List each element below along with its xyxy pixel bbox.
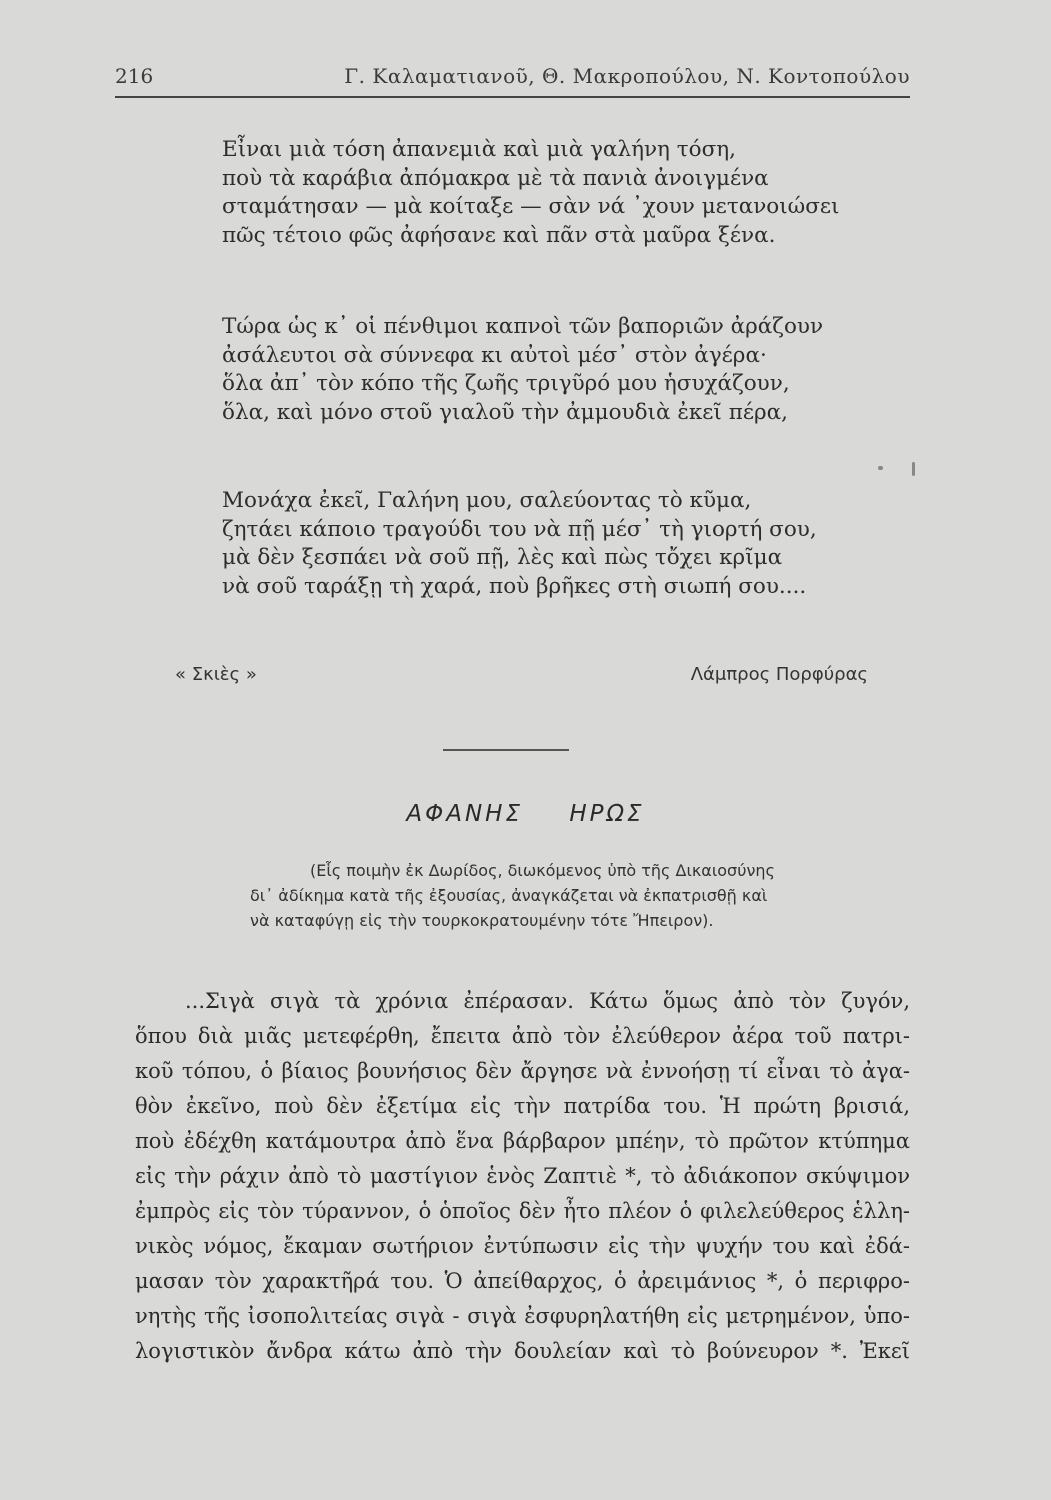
poem-line: σταμάτησαν — μὰ κοίταξε — σὰν νά ᾽χουν μετανοιώσει [222, 194, 840, 219]
section-separator [443, 749, 569, 751]
page-header [115, 64, 910, 94]
body-line: λογιστικὸν ἄνδρα κάτω ἀπὸ τὴν δουλείαν καὶ τὸ βούνευρον *. Ἐκεῖ [135, 1339, 910, 1363]
poem-stanza-1 [222, 136, 862, 250]
body-line: εἰς τὴν ράχιν ἀπὸ τὸ μαστίγιον ἑνὸς Ζαπτιὲ *, τὸ ἀδιάκοπον σκύψιμον [135, 1164, 910, 1188]
article-title [0, 801, 1051, 827]
poem-line: Τώρα ὡς κ᾽ οἱ πένθιμοι καπνοὶ τῶν βαποριῶν ἀράζουν [222, 314, 824, 339]
poem-stanza-2 [222, 313, 862, 427]
body-line: θὸν ἐκεῖνο, ποὺ δὲν ἐξετίμα εἰς τὴν πατρίδα του. Ἡ πρώτη βρισιά, [135, 1094, 910, 1118]
poem-line: ὅλα, καὶ μόνο στοῦ γιαλοῦ τὴν ἀμμουδιὰ ἐκεῖ πέρα, [222, 399, 788, 425]
poem-author: Λάμπρος Πορφύρας [690, 664, 868, 685]
body-line: ...Σιγὰ σιγὰ τὰ χρόνια ἐπέρασαν. Κάτω ὅμως ἀπὸ τὸν ζυγόν, [185, 989, 910, 1013]
header-rule [115, 96, 910, 98]
body-line: ἐμπρὸς εἰς τὸν τύραννον, ὁ ὁποῖος δὲν ἦτο πλέον ὁ φιλελεύθερος ἑλλη- [135, 1199, 910, 1223]
body-line: ποὺ ἐδέχθη κατάμουτρα ἀπὸ ἕνα βάρβαρον μπέην, τὸ πρῶτον κτύπημα [135, 1129, 910, 1153]
poem-line: πῶς τέτοιο φῶς ἀφήσανε καὶ πᾶν στὰ μαῦρα ξένα. [222, 222, 776, 248]
poem-source: « Σκιὲς » [175, 664, 257, 685]
poem-line: νὰ σοῦ ταράξῃ τὴ χαρά, ποὺ βρῆκες στὴ σιωπή σου.... [222, 573, 807, 599]
print-speck [912, 462, 915, 476]
page-number: 216 [115, 64, 154, 88]
print-speck [878, 466, 883, 470]
poem-line: ζητάει κάποιο τραγούδι του νὰ πῇ μέσ᾽ τὴ γιορτή σου, [222, 516, 817, 542]
body-line: νικὸς νόμος, ἔκαμαν σωτήριον ἐντύπωσιν εἰς τὴν ψυχήν του καὶ ἐδά- [135, 1234, 910, 1258]
title-word: ΗΡΩΣ [569, 801, 645, 827]
body-line: κοῦ τόπου, ὁ βίαιος βουνήσιος δὲν ἄργησε νὰ ἐννοήσῃ τί εἶναι τὸ ἀγα- [135, 1059, 910, 1083]
intro-line: (Εἷς ποιμὴν ἐκ Δωρίδος, διωκόμενος ὑπὸ τῆς Δικαιοσύνης [310, 861, 775, 880]
body-line: μασαν τὸν χαρακτῆρά του. Ὁ ἀπείθαρχος, ὁ ἀρειμάνιος *, ὁ περιφρο- [135, 1269, 910, 1293]
intro-line: δι᾽ ἀδίκημα κατὰ τῆς ἐξουσίας, ἀναγκάζεται νὰ ἐκπατρισθῇ καὶ [250, 886, 768, 905]
poem-line: μὰ δὲν ξεσπάει νὰ σοῦ πῇ, λὲς καὶ πὼς τὄχει κρῖμα [222, 545, 783, 570]
intro-line: νὰ καταφύγῃ εἰς τὴν τουρκοκρατουμένην τότε Ἤπειρον). [250, 911, 714, 930]
poem-line: ὅλα ἀπ᾽ τὸν κόπο τῆς ζωῆς τριγῦρό μου ἡσυχάζουν, [222, 371, 790, 396]
poem-line: Μονάχα ἐκεῖ, Γαλήνη μου, σαλεύοντας τὸ κῦμα, [222, 488, 752, 513]
poem-line: ποὺ τὰ καράβια ἀπόμακρα μὲ τὰ πανιὰ ἀνοιγμένα [222, 165, 769, 191]
article-body [135, 984, 910, 1369]
title-word: ΑΦΑΝΗΣ [406, 801, 523, 827]
body-line: ὅπου διὰ μιᾶς μετεφέρθη, ἔπειτα ἀπὸ τὸν ἐλεύθερον ἀέρα τοῦ πατρι- [135, 1024, 910, 1048]
poem-line: Εἶναι μιὰ τόση ἀπανεμιὰ καὶ μιὰ γαλήνη τόση, [222, 137, 736, 162]
article-intro [250, 858, 915, 933]
body-line: νητὴς τῆς ἰσοπολιτείας σιγὰ - σιγὰ ἐσφυρηλατήθη εἰς μετρημένον, ὑπο- [135, 1304, 910, 1328]
poem-stanza-3 [222, 487, 862, 601]
running-title: Γ. Καλαματιανοῦ, Θ. Μακροπούλου, Ν. Κοντοπούλου [344, 64, 910, 88]
poem-line: ἀσάλευτοι σὰ σύννεφα κι αὐτοὶ μέσ᾽ στὸν ἀγέρα· [222, 342, 767, 368]
